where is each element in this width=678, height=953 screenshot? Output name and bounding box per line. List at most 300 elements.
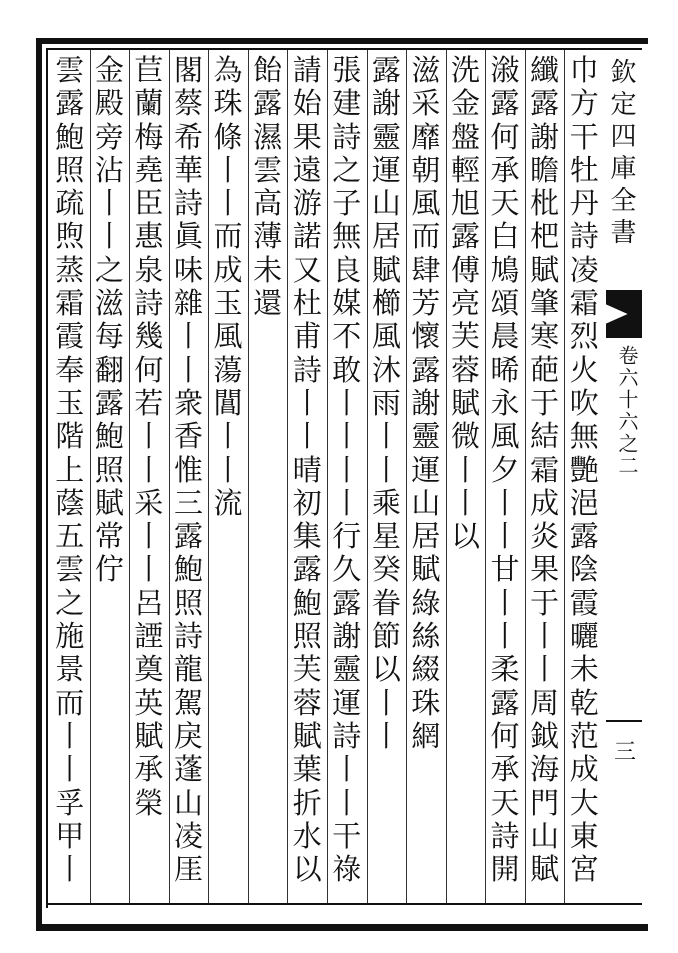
- character: 賦: [530, 852, 560, 887]
- character: 烈: [569, 319, 599, 354]
- character: 祿: [332, 852, 362, 887]
- character: 宮: [569, 852, 599, 887]
- character: 綠: [411, 585, 441, 620]
- character: 之: [94, 252, 124, 287]
- character: 晴: [292, 452, 322, 487]
- character: 丨: [134, 552, 164, 587]
- character: 霜: [569, 286, 599, 321]
- character: 露: [490, 685, 520, 720]
- character: 大: [569, 785, 599, 820]
- character: 流: [213, 485, 243, 520]
- character: 成: [530, 485, 560, 520]
- character: 風: [213, 319, 243, 354]
- character: 陰: [569, 552, 599, 587]
- character: 洗: [450, 53, 480, 87]
- character: 甘: [490, 552, 520, 587]
- character: 丨: [371, 685, 401, 720]
- character: 惟: [173, 452, 203, 487]
- character: 成: [569, 752, 599, 787]
- character: 五: [55, 519, 85, 554]
- character: 孚: [55, 785, 85, 820]
- character: 閶: [213, 385, 243, 420]
- character: 蕩: [213, 352, 243, 387]
- character: 丨: [332, 485, 362, 520]
- character: 何: [490, 718, 520, 753]
- character: 珠: [213, 86, 243, 121]
- inner-left-rule: [46, 48, 48, 908]
- character: 殿: [94, 86, 124, 121]
- character: 高: [253, 186, 283, 221]
- character: 奉: [55, 352, 85, 387]
- character: 丨: [371, 452, 401, 487]
- character: 照: [55, 152, 85, 187]
- character: 敢: [332, 352, 362, 387]
- character: 露: [530, 86, 560, 121]
- character: 露: [490, 86, 520, 121]
- character: 承: [490, 752, 520, 787]
- character: 未: [253, 252, 283, 287]
- character: 每: [94, 319, 124, 354]
- character: 于: [530, 585, 560, 620]
- character: 丨: [332, 785, 362, 820]
- character: 條: [213, 119, 243, 154]
- character: 衆: [173, 385, 203, 420]
- character: 為: [213, 53, 243, 87]
- character: 雲: [253, 152, 283, 187]
- character: 山: [371, 186, 401, 221]
- character: 沾: [94, 152, 124, 187]
- character: 詩: [173, 186, 203, 221]
- character: 果: [292, 119, 322, 154]
- character: 艷: [569, 452, 599, 487]
- character: 露: [173, 519, 203, 554]
- character: 丨: [490, 619, 520, 654]
- text-column: [406, 54, 446, 900]
- character: 賦: [371, 252, 401, 287]
- page-number: 三: [613, 740, 636, 765]
- character: 芙: [292, 652, 322, 687]
- character: 丨: [55, 718, 85, 753]
- character: 賦: [94, 485, 124, 520]
- character: 山: [173, 785, 203, 820]
- character: 良: [332, 252, 362, 287]
- character: 于: [530, 385, 560, 420]
- character: 鮑: [292, 585, 322, 620]
- text-column: [169, 54, 209, 900]
- character: 丨: [292, 385, 322, 420]
- character: 干: [569, 119, 599, 154]
- character: 綴: [411, 652, 441, 687]
- character: 果: [530, 552, 560, 587]
- text-column: [129, 54, 169, 900]
- character: 晨: [490, 319, 520, 354]
- character: 丨: [213, 452, 243, 487]
- character: 凌: [569, 252, 599, 287]
- character: 曬: [569, 619, 599, 654]
- character: 櫛: [371, 286, 401, 321]
- character: 行: [332, 519, 362, 554]
- character: 金: [94, 53, 124, 87]
- character: 臣: [134, 186, 164, 221]
- character: 上: [55, 452, 85, 487]
- character: 吹: [569, 385, 599, 420]
- character: 以: [371, 652, 401, 687]
- text-column: [525, 54, 565, 900]
- character: 堯: [134, 152, 164, 187]
- character: 雲: [55, 53, 85, 87]
- character: 丨: [55, 752, 85, 787]
- character: 諾: [292, 219, 322, 254]
- text-column: [89, 54, 129, 900]
- character: 謝: [411, 385, 441, 420]
- character: 梅: [134, 119, 164, 154]
- character: 露: [292, 552, 322, 587]
- character: 旭: [450, 186, 480, 221]
- character: 珠: [411, 685, 441, 720]
- book-title: 欽定四庫全書: [606, 58, 636, 250]
- character: 照: [292, 619, 322, 654]
- character: 山: [411, 485, 441, 520]
- text-column: [366, 54, 406, 900]
- character: 肆: [411, 252, 441, 287]
- character: 謝: [530, 119, 560, 154]
- character: 寒: [530, 319, 560, 354]
- character: 丨: [371, 718, 401, 753]
- character: 之: [332, 152, 362, 187]
- character: 丨: [332, 752, 362, 787]
- character: 炎: [530, 519, 560, 554]
- character: 英: [134, 685, 164, 720]
- character: 干: [332, 818, 362, 853]
- character: 永: [490, 385, 520, 420]
- character: 輕: [450, 152, 480, 187]
- character: 丨: [450, 452, 480, 487]
- character: 佇: [94, 552, 124, 587]
- character: 網: [411, 718, 441, 753]
- character: 鳩: [490, 252, 520, 287]
- text-column: [327, 54, 367, 900]
- character: 之: [55, 585, 85, 620]
- character: 飴: [253, 53, 283, 87]
- character: 華: [173, 152, 203, 187]
- character: 甲: [55, 818, 85, 853]
- character: 雨: [371, 385, 401, 420]
- character: 葩: [530, 352, 560, 387]
- character: 鉞: [530, 718, 560, 753]
- character: 風: [371, 319, 401, 354]
- text-column: [208, 54, 248, 900]
- character: 詩: [490, 818, 520, 853]
- character: 丨: [213, 152, 243, 187]
- text-column: [446, 54, 486, 900]
- character: 浥: [569, 485, 599, 520]
- character: 采: [411, 86, 441, 121]
- text-column: [485, 54, 525, 900]
- character: 未: [569, 652, 599, 687]
- character: 若: [134, 385, 164, 420]
- margin-rule: [606, 720, 642, 722]
- character: 丨: [213, 186, 243, 221]
- character: 杷: [530, 219, 560, 254]
- character: 蒸: [55, 252, 85, 287]
- character: 不: [332, 319, 362, 354]
- character: 露: [450, 219, 480, 254]
- character: 風: [411, 186, 441, 221]
- character: 節: [371, 619, 401, 654]
- character: 葉: [292, 752, 322, 787]
- character: 景: [55, 652, 85, 687]
- character: 媒: [332, 286, 362, 321]
- character: 露: [411, 352, 441, 387]
- character: 遠: [292, 152, 322, 187]
- character: 傅: [450, 252, 480, 287]
- character: 鮑: [55, 119, 85, 154]
- character: 懷: [411, 319, 441, 354]
- character: 露: [569, 519, 599, 554]
- character: 癸: [371, 552, 401, 587]
- character: 天: [490, 186, 520, 221]
- character: 而: [411, 219, 441, 254]
- character: 丨: [134, 419, 164, 454]
- character: 露: [332, 585, 362, 620]
- juan-label: 卷六十六之二: [615, 345, 639, 477]
- character: 幾: [134, 319, 164, 354]
- text-column: [287, 54, 327, 900]
- character: 玉: [213, 286, 243, 321]
- character: 巾: [569, 53, 599, 87]
- character: 星: [371, 519, 401, 554]
- character: 靈: [371, 119, 401, 154]
- character: 蔡: [173, 86, 203, 121]
- character: 施: [55, 619, 85, 654]
- character: 盤: [450, 119, 480, 154]
- character: 微: [450, 419, 480, 454]
- character: 張: [332, 53, 362, 87]
- character: 奠: [134, 652, 164, 687]
- character: 門: [530, 785, 560, 820]
- character: 無: [569, 419, 599, 454]
- character: 火: [569, 352, 599, 387]
- character: 旁: [94, 119, 124, 154]
- character: 鮑: [173, 552, 203, 587]
- character: 賦: [411, 552, 441, 587]
- character: 肇: [530, 286, 560, 321]
- character: 滋: [411, 53, 441, 87]
- character: 疏: [55, 186, 85, 221]
- text-column: [50, 54, 90, 900]
- character: 牡: [569, 152, 599, 187]
- character: 集: [292, 519, 322, 554]
- character: 靈: [411, 419, 441, 454]
- character: 丨: [134, 519, 164, 554]
- character: 鮑: [94, 419, 124, 454]
- character: 承: [134, 752, 164, 787]
- character: 丨: [332, 452, 362, 487]
- character: 賦: [134, 718, 164, 753]
- character: 朝: [411, 152, 441, 187]
- character: 運: [332, 685, 362, 720]
- character: 常: [94, 519, 124, 554]
- character: 蓉: [450, 352, 480, 387]
- character: 成: [213, 252, 243, 287]
- character: 諲: [134, 619, 164, 654]
- character: 霞: [569, 585, 599, 620]
- character: 丨: [332, 385, 362, 420]
- character: 始: [292, 86, 322, 121]
- character: 厓: [173, 852, 203, 887]
- character: 以: [292, 852, 322, 887]
- character: 苣: [134, 53, 164, 87]
- character: 戾: [173, 718, 203, 753]
- text-column: [248, 54, 288, 900]
- character: 賦: [292, 718, 322, 753]
- character: 丨: [530, 619, 560, 654]
- character: 謝: [371, 86, 401, 121]
- character: 惠: [134, 219, 164, 254]
- character: 希: [173, 119, 203, 154]
- character: 丨: [292, 419, 322, 454]
- character: 方: [569, 86, 599, 121]
- character: 枇: [530, 186, 560, 221]
- character: 階: [55, 419, 85, 454]
- character: 金: [450, 86, 480, 121]
- character: 乾: [569, 685, 599, 720]
- character: 居: [371, 219, 401, 254]
- character: 丨: [173, 352, 203, 387]
- character: 丨: [213, 419, 243, 454]
- character: 香: [173, 419, 203, 454]
- character: 初: [292, 485, 322, 520]
- text-column: [564, 54, 604, 900]
- character: 潊: [490, 53, 520, 87]
- character: 露: [371, 53, 401, 87]
- character: 結: [530, 419, 560, 454]
- character: 而: [213, 219, 243, 254]
- character: 泉: [134, 252, 164, 287]
- character: 丨: [173, 319, 203, 354]
- character: 運: [371, 152, 401, 187]
- character: 滋: [94, 286, 124, 321]
- character: 丨: [371, 419, 401, 454]
- character: 露: [253, 86, 283, 121]
- character: 杜: [292, 286, 322, 321]
- character: 露: [55, 86, 85, 121]
- character: 蓬: [173, 752, 203, 787]
- character: 露: [94, 385, 124, 420]
- character: 照: [173, 585, 203, 620]
- character: 三: [173, 485, 203, 520]
- character: 亮: [450, 286, 480, 321]
- character: 海: [530, 752, 560, 787]
- character: 賦: [450, 385, 480, 420]
- character: 東: [569, 818, 599, 853]
- character: 雜: [173, 286, 203, 321]
- character: 久: [332, 552, 362, 587]
- character: 晞: [490, 352, 520, 387]
- character: 頌: [490, 286, 520, 321]
- character: 丨: [450, 485, 480, 520]
- character: 凌: [173, 818, 203, 853]
- character: 開: [490, 852, 520, 887]
- character: 煦: [55, 219, 85, 254]
- character: 詩: [173, 619, 203, 654]
- character: 靡: [411, 119, 441, 154]
- character: 榮: [134, 785, 164, 820]
- character: 居: [411, 519, 441, 554]
- character: 蔭: [55, 485, 85, 520]
- character: 何: [134, 352, 164, 387]
- character: 霜: [530, 452, 560, 487]
- character: 丨: [332, 419, 362, 454]
- character: 閣: [173, 53, 203, 87]
- character: 翻: [94, 352, 124, 387]
- character: 龍: [173, 652, 203, 687]
- character: 賦: [530, 252, 560, 287]
- character: 絲: [411, 619, 441, 654]
- character: 濕: [253, 119, 283, 154]
- character: 沐: [371, 352, 401, 387]
- character: 謝: [332, 619, 362, 654]
- character: 眞: [173, 219, 203, 254]
- character: 而: [55, 685, 85, 720]
- character: 乘: [371, 485, 401, 520]
- character: 無: [332, 219, 362, 254]
- character: 水: [292, 818, 322, 853]
- character: 芙: [450, 319, 480, 354]
- character: 靈: [332, 652, 362, 687]
- character: 蘭: [134, 86, 164, 121]
- character: 雲: [55, 552, 85, 587]
- character: 詩: [332, 718, 362, 753]
- character: 照: [94, 452, 124, 487]
- character: 天: [490, 785, 520, 820]
- character: 霜: [55, 286, 85, 321]
- character: 山: [530, 818, 560, 853]
- character: 風: [490, 419, 520, 454]
- character: 詩: [292, 352, 322, 387]
- inner-top-rule: [46, 48, 642, 50]
- character: 范: [569, 718, 599, 753]
- character: 還: [253, 286, 283, 321]
- character: 蓉: [292, 685, 322, 720]
- character: 柔: [490, 652, 520, 687]
- character: 呂: [134, 585, 164, 620]
- character: 游: [292, 186, 322, 221]
- character: 詩: [332, 119, 362, 154]
- character: 丨: [530, 652, 560, 687]
- character: 丨: [490, 519, 520, 554]
- character: 纖: [530, 53, 560, 87]
- character: 丨: [134, 452, 164, 487]
- character: 霞: [55, 319, 85, 354]
- character: 丨: [94, 186, 124, 221]
- character: 運: [411, 452, 441, 487]
- character: 丨: [490, 585, 520, 620]
- character: 詩: [569, 219, 599, 254]
- character: 采: [134, 485, 164, 520]
- character: 何: [490, 119, 520, 154]
- character: 周: [530, 685, 560, 720]
- character: 白: [490, 219, 520, 254]
- character: 芳: [411, 286, 441, 321]
- character: 玉: [55, 385, 85, 420]
- character: 丨: [55, 852, 85, 887]
- character: 詩: [134, 286, 164, 321]
- character: 折: [292, 785, 322, 820]
- character: 承: [490, 152, 520, 187]
- character: 請: [292, 53, 322, 87]
- character: 丹: [569, 186, 599, 221]
